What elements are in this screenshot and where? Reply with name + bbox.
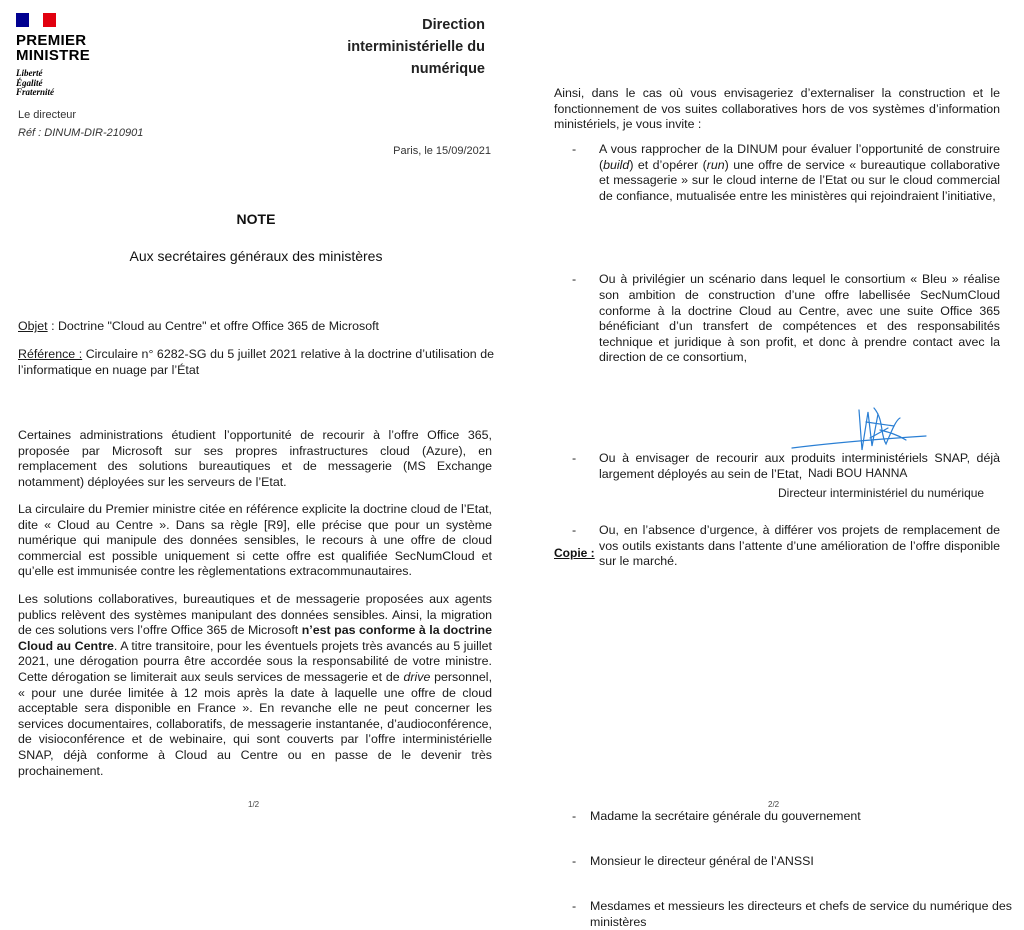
list-item: - A vous rapprocher de la DINUM pour évaluer l’opportunité de construire (build) et d’opérer (run) une offre de service « bureautique collaborative et messagerie » sur le cloud interne de l’Etat ou sur le cloud commercial de confiance, mutualisée entre les ministères qui rejoindraient l’initiative, [572,142,1001,203]
direction-line-2: interministérielle du [347,39,485,55]
motto-fraternite: Fraternité [16,87,55,97]
objet-line [18,319,498,335]
objet-text: : Doctrine "Cloud au Centre" et offre Office 365 de Microsoft [47,319,379,333]
signer-title: Directeur interministériel du numérique [778,486,985,500]
p3-part-e: personnel, « pour une durée limitée à 12 mois après la date à laquelle une offre de cloud acceptable sera disponible en France ». En revanche elle ne peut concerner les services documentaires, collaboratifs, de messagerie instantanée, d’audioconférence, de visioconférence et de webinaire, qui sont couverts par l’offre interministérielle SNAP, déjà conforme à Cloud au Centre ou en passe de le devenir très prochainement. [18,669,493,778]
logo-line-1: PREMIER [16,32,87,49]
addressee: Aux secrétaires généraux des ministères [129,248,383,264]
p3-part-c: . A titre transitoire, pour les éventuels projets très avancés au 5 juillet 2021, une dérogation pourra être accordée sous la responsabilité de votre ministre. Cette dérogation se limiterait aux seuls services de messagerie et de [18,638,492,684]
place-date: Paris, le 15/09/2021 [393,145,491,157]
list-item: - Mesdames et messieurs les directeurs et chefs de service du numérique des ministères [572,899,1012,929]
p3-bold-statement: n’est pas conforme à la doctrine Cloud au Centre [18,623,492,653]
direction-line-3: numérique [410,61,485,77]
objet-label: Objet [18,319,48,333]
reference-label: Référence : [18,347,83,361]
copy-label: Copie : [554,546,595,560]
page-number-2: 2/2 [768,800,780,809]
motto-egalite: Égalité [16,77,43,88]
reference-line [18,347,494,378]
paragraph-1: Certaines administrations étudient l’opportunité de recourir à l’offre Office 365, proposée par Microsoft sur ses propres infrastructures cloud (Azure), en remplacement des solutions bureautiques et de messagerie (MS Exchange notamment) déployées sur les serveurs de l’Etat. [18,428,492,489]
p3-part-a: Les solutions collaboratives, bureautiques et de messagerie proposées aux agents publics relèvent des systèmes manipulant des données sensibles. Ainsi, la migration de ces solutions vers l’offre Office 365 de Microsoft [18,592,492,638]
page-number-1: 1/2 [248,800,260,809]
note-title: NOTE [236,211,276,227]
reference-text: Circulaire n° 6282-SG du 5 juillet 2021 relative à la doctrine d’utilisation de l’informatique en nuage par l’État [18,347,494,377]
french-flag-logo [16,13,56,27]
p3-drive-word: drive [403,669,431,684]
list-item: - Madame la secrétaire générale du gouvernement [572,808,861,823]
list-item: - Ou, en l’absence d’urgence, à différer vos projets de remplacement de vos outils existants dans l’attente d’une amélioration de l’offre disponible sur le marché. [572,523,1000,569]
list-item: - Ou à envisager de recourir aux produits interministériels SNAP, déjà largement déployés au sein de l’Etat, [572,450,1000,481]
logo-title [16,33,116,63]
sender-role: Le directeur [18,109,77,121]
logo-line-2: MINISTRE [16,47,91,64]
list-item: - Ou à privilégier un scénario dans lequel le consortium « Bleu » réalise son ambition de construction d’une offre labellisée SecNumCloud conforme à la doctrine Cloud au Centre, avec une suite Office 365 bénéficiant d’un transfert de compétences et des responsabilités technique et juridique à son profit, et donc à prendre contact avec la direction de ce consortium, [572,272,1000,365]
page-1 [0,0,512,814]
page-2 [512,0,1024,929]
reference-number: Réf : DINUM-DIR-210901 [18,127,144,139]
paragraph-2: La circulaire du Premier ministre citée en référence explicite la doctrine cloud de l’Etat, dite « Cloud au Centre ». Dans sa règle [R9], elle précise que pour un système numérique qui manipule des données sensibles, le recours à une offre de cloud commercial est possible uniquement si cette offre est qualifiée SecNumCloud et qu’elle est immunisée contre les règlementations extracommunautaires. [18,502,492,579]
motto-liberte: Liberté [16,68,43,78]
republic-motto [16,69,96,98]
issuing-direction [285,14,485,80]
signer-name: Nadi BOU HANNA [808,466,908,480]
page2-intro: Ainsi, dans le cas où vous envisageriez d’externaliser la construction et le fonctionnement de vos suites collaboratives hors de vos systèmes d’information ministériels, je vous invite : [554,86,1000,132]
paragraph-3 [18,592,492,779]
list-item: - Monsieur le directeur général de l’ANSSI [572,853,814,868]
direction-line-1: Direction [422,17,485,33]
